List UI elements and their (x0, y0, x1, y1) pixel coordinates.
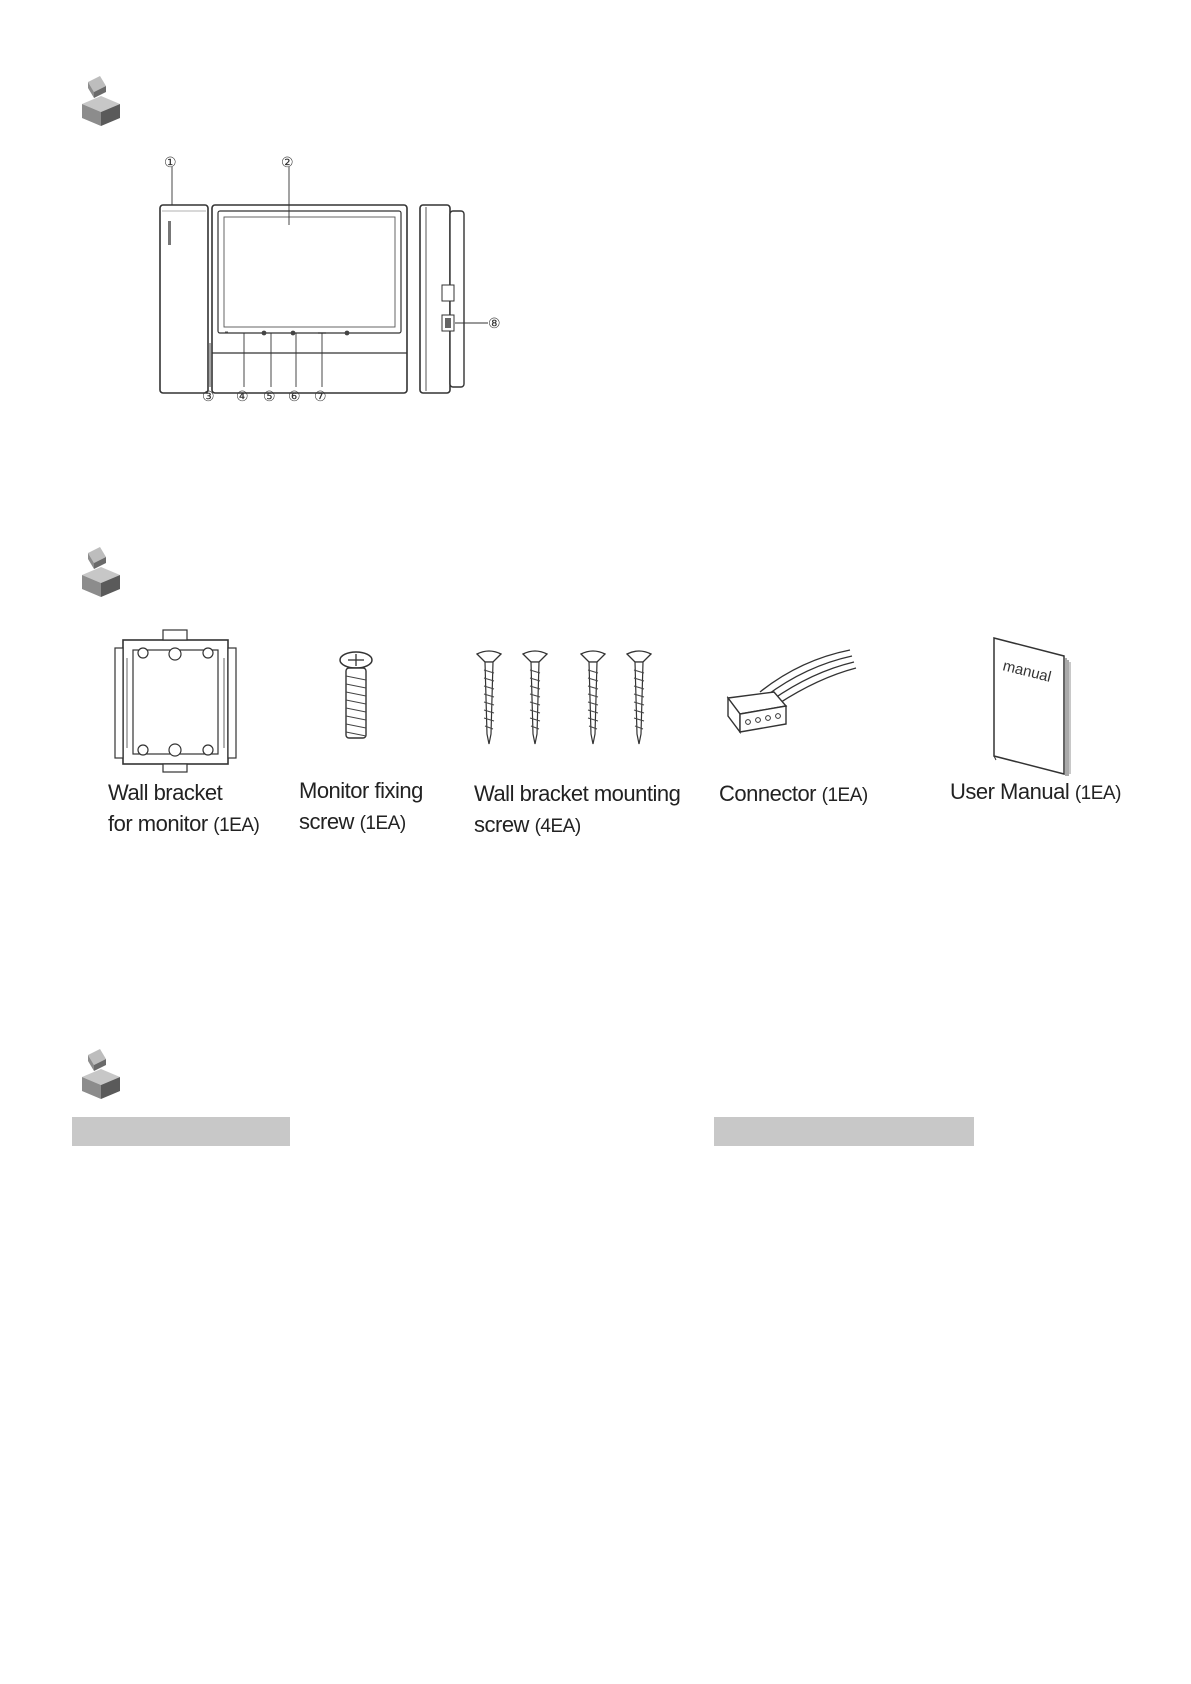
caption-wall-bracket-mounting-screw (474, 778, 680, 842)
handset (160, 205, 208, 393)
callout-4: ④ (236, 388, 249, 404)
callout-2: ② (281, 155, 294, 170)
caption-monitor-fixing-screw-line1: Monitor fixing (299, 778, 423, 803)
caption-wall-bracket (108, 777, 259, 841)
caption-connector-qty: (1EA) (821, 785, 868, 806)
section-3-cube-icon (80, 1045, 122, 1099)
caption-user-manual-line1: User Manual (950, 779, 1070, 804)
caption-monitor-fixing-screw-qty: (1EA) (359, 813, 406, 834)
caption-monitor-fixing-screw (299, 775, 423, 839)
section-2-cube-icon (80, 543, 122, 597)
callout-5: ⑤ (263, 388, 276, 404)
monitor-body (212, 205, 407, 393)
caption-wall-bracket-line1: Wall bracket (108, 780, 223, 805)
caption-connector-line1: Connector (719, 781, 817, 806)
monitor-fixing-screw-image (333, 650, 379, 742)
caption-mounting-screw-qty: (4EA) (534, 816, 581, 837)
user-manual-image (980, 628, 1080, 778)
wall-bracket-image (113, 628, 238, 773)
wall-bracket-mounting-screw-image (475, 648, 665, 748)
caption-connector (719, 778, 868, 811)
callout-1: ① (164, 155, 177, 170)
section-3-left-header-bar (72, 1117, 290, 1146)
callout-6: ⑥ (288, 388, 301, 404)
caption-wall-bracket-line2: for monitor (108, 811, 208, 836)
caption-wall-bracket-qty: (1EA) (213, 815, 260, 836)
connector-image (720, 640, 860, 740)
callout-8: ⑧ (488, 315, 501, 331)
caption-user-manual-qty: (1EA) (1074, 783, 1121, 804)
caption-mounting-screw-line1: Wall bracket mounting (474, 781, 681, 806)
section-1-cube-icon (80, 72, 122, 126)
monitor-diagram (150, 155, 520, 450)
manual-cover-text: manual (1001, 657, 1053, 686)
caption-mounting-screw-line2: screw (474, 812, 529, 837)
caption-monitor-fixing-screw-line2: screw (299, 809, 354, 834)
callout-7: ⑦ (314, 388, 327, 404)
caption-user-manual (950, 776, 1121, 809)
callout-3: ③ (202, 388, 215, 404)
monitor-side-view (420, 205, 464, 393)
section-3-right-header-bar (714, 1117, 974, 1146)
